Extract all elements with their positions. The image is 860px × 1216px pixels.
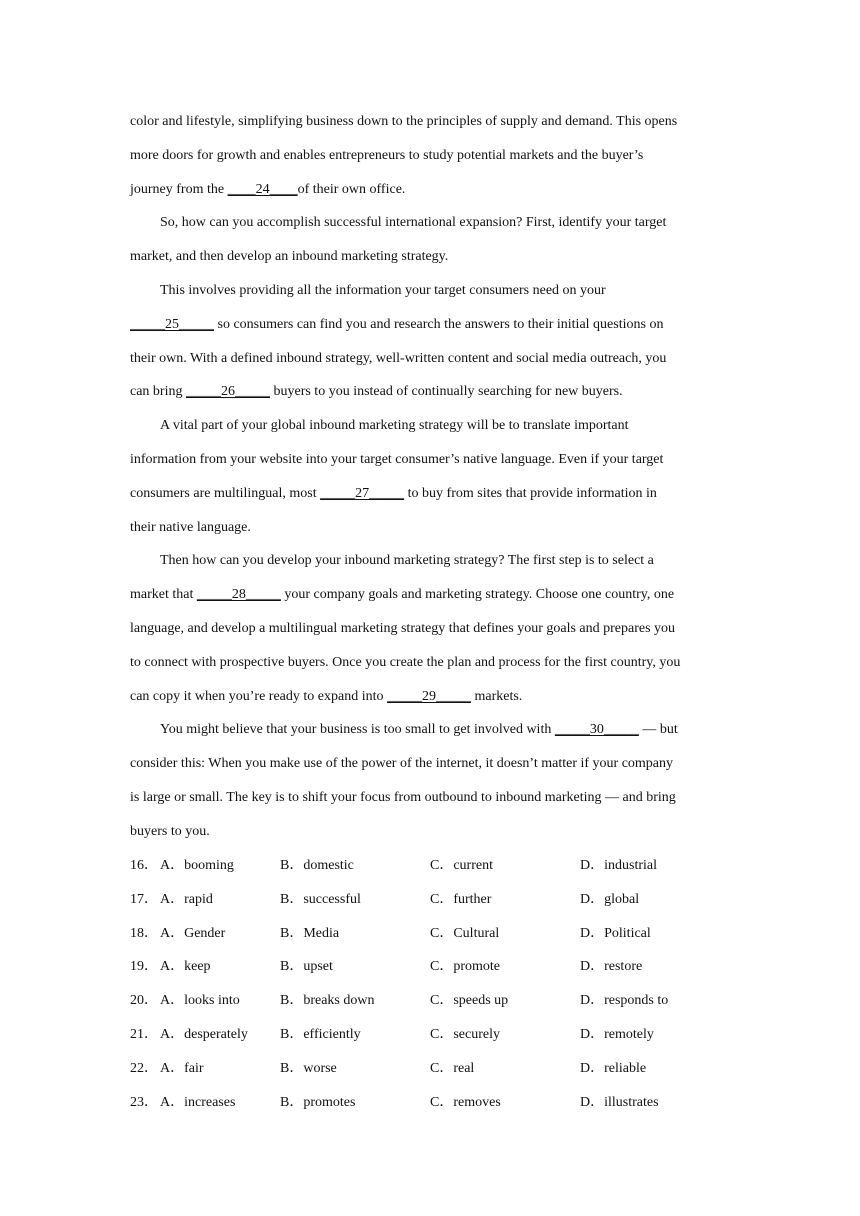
passage-line: market, and then develop an inbound marketing strategy. — [130, 249, 449, 265]
passage-line: to connect with prospective buyers. Once you create the plan and process for the first country, you — [130, 654, 681, 670]
passage-line: So, how can you accomplish successful international expansion? First, identify your target — [160, 215, 667, 231]
passage-line — [130, 683, 730, 717]
question-number: 20． — [130, 993, 158, 1009]
option-d: D．reliable — [580, 1060, 647, 1076]
passage-line: This involves providing all the information your target consumers need on your — [160, 282, 606, 298]
text-fragment: can bring — [130, 384, 186, 400]
question-row — [130, 1021, 730, 1055]
passage-line — [130, 378, 730, 412]
passage-line: A vital part of your global inbound marketing strategy will be to translate important — [160, 418, 629, 434]
option-b: B．Media — [280, 925, 340, 941]
option-b: B．efficiently — [280, 1026, 361, 1042]
blank-27: _____27_____ — [320, 485, 405, 501]
question-number: 18． — [130, 925, 158, 941]
question-number: 17． — [130, 891, 158, 907]
option-a: A．increases — [160, 1094, 236, 1110]
text-fragment: journey from the — [130, 181, 228, 197]
passage-line: Then how can you develop your inbound marketing strategy? The first step is to select a — [160, 553, 654, 569]
passage-line: their own. With a defined inbound strategy, well-written content and social media outreach, you — [130, 350, 667, 366]
option-a: A．desperately — [160, 1026, 248, 1042]
blank-24: ____24____ — [227, 181, 298, 197]
question-number: 16． — [130, 858, 158, 873]
text-fragment: markets. — [470, 688, 523, 704]
blank-29: _____29_____ — [386, 688, 471, 704]
blank-28: _____28_____ — [196, 587, 281, 603]
question-row — [130, 987, 730, 1021]
option-a: A．booming — [160, 858, 234, 873]
question-row — [130, 920, 730, 954]
option-a: A．rapid — [160, 891, 213, 907]
option-c: C．speeds up — [430, 993, 509, 1009]
option-b: B．domestic — [280, 858, 354, 873]
option-b: B．upset — [280, 959, 333, 975]
blank-25: _____25_____ — [130, 316, 214, 332]
passage-line — [130, 581, 730, 615]
text-fragment: can copy it when you’re ready to expand into — [130, 688, 387, 704]
text-fragment: consumers are multilingual, most — [130, 485, 321, 501]
text-fragment: to buy from sites that provide information in — [404, 485, 657, 501]
passage-line: their native language. — [130, 519, 251, 535]
option-a: A．fair — [160, 1060, 204, 1076]
answer-options — [130, 852, 730, 1122]
passage-line — [130, 716, 730, 750]
option-c: C．further — [430, 891, 492, 907]
option-a: A．Gender — [160, 925, 226, 941]
option-d: D．industrial — [580, 858, 657, 873]
passage-line: language, and develop a multilingual marketing strategy that defines your goals and prepares you — [130, 620, 676, 636]
option-c: C．securely — [430, 1026, 500, 1042]
question-number: 22． — [130, 1060, 158, 1076]
option-d: D．remotely — [580, 1026, 654, 1042]
option-b: B．worse — [280, 1060, 337, 1076]
text-fragment: so consumers can find you and research the answers to their initial questions on — [214, 316, 664, 332]
blank-26: _____26_____ — [185, 384, 270, 400]
passage — [130, 108, 730, 852]
option-b: B．successful — [280, 891, 361, 907]
option-d: D．illustrates — [580, 1094, 659, 1110]
text-fragment: your company goals and marketing strategy. Choose one country, one — [280, 587, 675, 603]
text-fragment: You might believe that your business is too small to get involved with — [160, 722, 555, 738]
question-row — [130, 886, 730, 920]
question-number: 19． — [130, 959, 158, 975]
option-a: A．keep — [160, 959, 211, 975]
question-row — [130, 852, 730, 886]
option-c: C．current — [430, 858, 493, 873]
question-row — [130, 953, 730, 987]
option-b: B．promotes — [280, 1094, 356, 1110]
option-a: A．looks into — [160, 993, 240, 1009]
question-number: 23． — [130, 1094, 158, 1110]
option-d: D．responds to — [580, 993, 669, 1009]
passage-line: more doors for growth and enables entrepreneurs to study potential markets and the buyer’s — [130, 147, 644, 163]
option-d: D．global — [580, 891, 640, 907]
passage-line — [130, 480, 730, 514]
passage-line: buyers to you. — [130, 823, 210, 839]
text-fragment: — but — [638, 722, 678, 738]
passage-line — [130, 311, 730, 345]
option-c: C．removes — [430, 1094, 501, 1110]
blank-30: _____30_____ — [554, 722, 639, 738]
option-c: C．promote — [430, 959, 500, 975]
passage-line — [130, 176, 730, 210]
option-c: C．real — [430, 1060, 475, 1076]
passage-line: consider this: When you make use of the power of the internet, it doesn’t matter if your company — [130, 756, 674, 772]
text-fragment: of their own office. — [297, 181, 406, 197]
passage-line: color and lifestyle, simplifying business down to the principles of supply and demand. This opens — [130, 114, 678, 129]
question-row — [130, 1055, 730, 1089]
question-number: 21． — [130, 1026, 158, 1042]
option-c: C．Cultural — [430, 925, 500, 941]
text-fragment: buyers to you instead of continually searching for new buyers. — [269, 384, 623, 400]
option-d: D．Political — [580, 925, 651, 941]
passage-line: information from your website into your target consumer’s native language. Even if your target — [130, 451, 664, 467]
option-d: D．restore — [580, 959, 643, 975]
option-b: B．breaks down — [280, 993, 375, 1009]
text-fragment: market that — [130, 587, 197, 603]
question-row — [130, 1089, 730, 1123]
passage-line: is large or small. The key is to shift your focus from outbound to inbound marketing — and bring — [130, 789, 676, 805]
